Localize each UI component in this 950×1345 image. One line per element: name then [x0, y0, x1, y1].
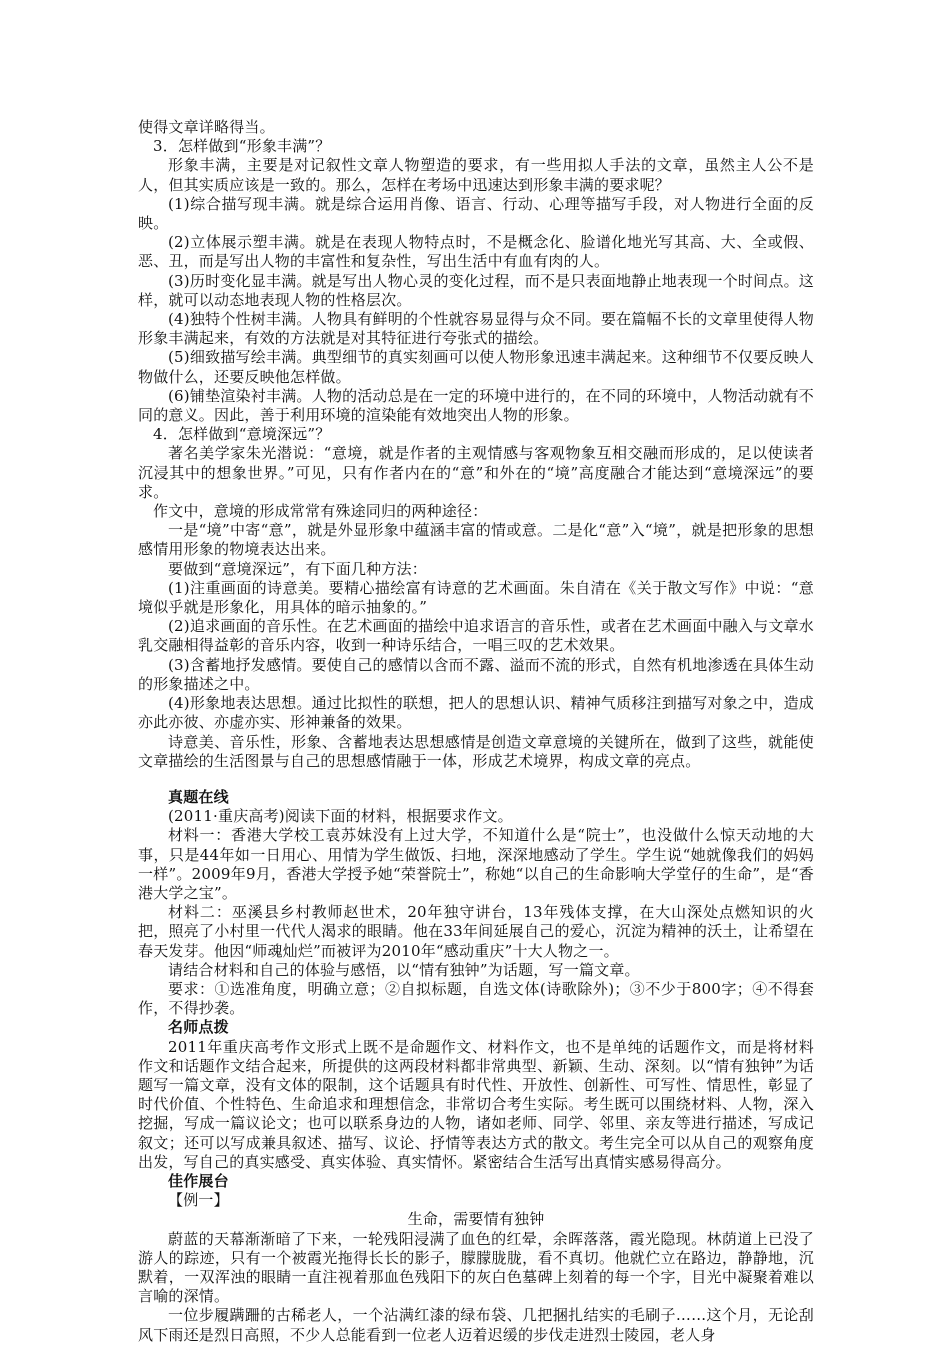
paragraph: 要求：①选准角度，明确立意；②自拟标题，自选文体(诗歌除外)；③不少于800字；④不得套作，不得抄袭。	[138, 979, 814, 1018]
paragraph: 材料二：巫溪县乡村教师赵世术，20年独守讲台，13年残体支撑，在大山深处点燃知识的火把，照亮了小村里一代代人渴求的眼睛。他在33年间延展自己的爱心，沉淀为精神的沃土，让希望在春天发芽。他因“师魂灿烂”而被评为2010年“感动重庆”十大人物之一。	[138, 903, 814, 960]
paragraph: 形象丰满，主要是对记叙性文章人物塑造的要求，有一些用拟人手法的文章，虽然主人公不是人，但其实质应该是一致的。那么，怎样在考场中迅速达到形象丰满的要求呢？	[138, 156, 814, 194]
paragraph: 材料一：香港大学校工袁苏妹没有上过大学，不知道什么是“院士”，也没做什么惊天动地的大事，只是44年如一日用心、用情为学生做饭、扫地，深深地感动了学生。学生说“她就像我们的妈妈一样”。2009年9月，香港大学授予她“荣誉院士”，称她“以自己的生命影响大学堂仔的生命”，是“香港大学之宝”。	[138, 826, 814, 902]
paragraph: 著名美学家朱光潜说：“意境，就是作者的主观情感与客观物象互相交融而形成的，足以使读者沉浸其中的想象世界。”可见，只有作者内在的“意”和外在的“境”高度融合才能达到“意境深远”的要求。	[138, 444, 814, 501]
paragraph: (4)独特个性树丰满。人物具有鲜明的个性就容易显得与众不同。要在篇幅不长的文章里使得人物形象丰满起来，有效的方法就是对其特征进行夸张式的描绘。	[138, 310, 814, 348]
paragraph: 一位步履蹒跚的古稀老人，一个沾满红漆的绿布袋、几把捆扎结实的毛刷子……这个月，无论刮风下雨还是烈日高照，不少人总能看到一位老人迈着迟缓的步伐走进烈士陵园，老人身	[138, 1306, 814, 1344]
document-page	[138, 118, 814, 1345]
paragraph: (6)铺垫渲染衬丰满。人物的活动总是在一定的环境中进行的，在不同的环境中，人物活动就有不同的意义。因此，善于利用环境的渲染能有效地突出人物的形象。	[138, 386, 814, 425]
essay-title: 生命，需要情有独钟	[407, 1210, 545, 1229]
paragraph: 请结合材料和自己的体验与感悟，以“情有独钟”为话题，写一篇文章。	[168, 960, 640, 979]
paragraph: (5)细致描写绘丰满。典型细节的真实刻画可以使人物形象迅速丰满起来。这种细节不仅要反映人物做什么，还要反映他怎样做。	[138, 348, 814, 386]
paragraph: 2011年重庆高考作文形式上既不是命题作文、材料作文，也不是单纯的话题作文，而是将材料作文和话题作文结合起来，所提供的这两段材料都非常典型、新颖、生动、深刻。以“情有独钟”为话题写一篇文章，没有文体的限制，这个话题具有时代性、开放性、创新性、可写性、情思性，彰显了时代价值、个性特色、生命追求和理想信念，非常切合考生实际。考生既可以围绕材料、人物，深入挖掘，写成一篇议论文；也可以联系身边的人物，诸如老师、同学、邻里、亲友等进行描述，写成记叙文；还可以写成兼具叙述、描写、议论、抒情等表达方式的散文。考生完全可以从自己的观察角度出发，写自己的真实感受、真实体验、真实情怀。紧密结合生活写出真情实感易得高分。	[138, 1037, 814, 1171]
paragraph: (4)形象地表达思想。通过比拟性的联想，把人的思想认识、精神气质移注到描写对象之中，造成亦此亦彼、亦虚亦实、形神兼备的效果。	[138, 694, 814, 732]
paragraph: 要做到“意境深远”，有下面几种方法：	[168, 559, 427, 578]
paragraph: (2)追求画面的音乐性。在艺术画面的描绘中追求语言的音乐性，或者在艺术画面中融入与文章水乳交融相得益彰的音乐内容，收到一种诗乐结合，一唱三叹的艺术效果。	[138, 617, 814, 655]
paragraph: 使得文章详略得当。	[138, 118, 275, 136]
heading-mingshi-dianbo: 名师点拨	[168, 1018, 229, 1037]
paragraph: (2011·重庆高考)阅读下面的材料，根据要求作文。	[168, 807, 513, 826]
spacer	[138, 771, 814, 788]
paragraph: 蔚蓝的天幕渐渐暗了下来，一轮残阳浸满了血色的红晕，余晖落落，霞光隐现。林荫道上已没了游人的踪迹，只有一个被霞光拖得长长的影子，朦朦胧胧，看不真切。他就伫立在路边，静静地，沉默着，一双浑浊的眼睛一直注视着那血色残阳下的灰白色墓碑上刻着的每一个字，目光中凝聚着难以言喻的深情。	[138, 1229, 814, 1306]
paragraph: (1)综合描写现丰满。就是综合运用肖像、语言、行动、心理等描写手段，对人物进行全面的反映。	[138, 194, 814, 233]
heading-zhenti-zaixian: 真题在线	[168, 787, 229, 806]
paragraph: (2)立体展示塑丰满。就是在表现人物特点时，不是概念化、脸谱化地光写其高、大、全或假、恶、丑，而是写出人物的丰富性和复杂性，写出生活中有血有肉的人。	[138, 233, 814, 271]
section-heading: 4．怎样做到“意境深远”？	[153, 425, 331, 444]
heading-jiazuo-zhantai: 佳作展台	[168, 1171, 229, 1190]
paragraph: (3)历时变化显丰满。就是写出人物心灵的变化过程，而不是只表面地静止地表现一个时间点。这样，就可以动态地表现人物的性格层次。	[138, 271, 814, 309]
section-heading: 3．怎样做到“形象丰满”？	[153, 137, 331, 156]
paragraph: (3)含蓄地抒发感情。要使自己的感情以含而不露、溢而不流的形式，自然有机地渗透在具体生动的形象描述之中。	[138, 655, 814, 693]
paragraph: 诗意美、音乐性，形象、含蓄地表达思想感情是创造文章意境的关键所在，做到了这些，就能使文章描绘的生活图景与自己的思想感情融于一体，形成艺术境界，构成文章的亮点。	[138, 732, 814, 770]
paragraph: 作文中，意境的形成常常有殊途同归的两种途径：	[153, 502, 488, 521]
example-label: 【例一】	[168, 1191, 229, 1210]
paragraph: (1)注重画面的诗意美。要精心描绘富有诗意的艺术画面。朱自清在《关于散文写作》中说：“意境似乎就是形象化，用具体的暗示抽象的。”	[138, 578, 814, 617]
paragraph: 一是“境”中寄“意”，就是外显形象中蕴涵丰富的情或意。二是化“意”入“境”，就是把形象的思想感情用形象的物境表达出来。	[138, 521, 814, 559]
